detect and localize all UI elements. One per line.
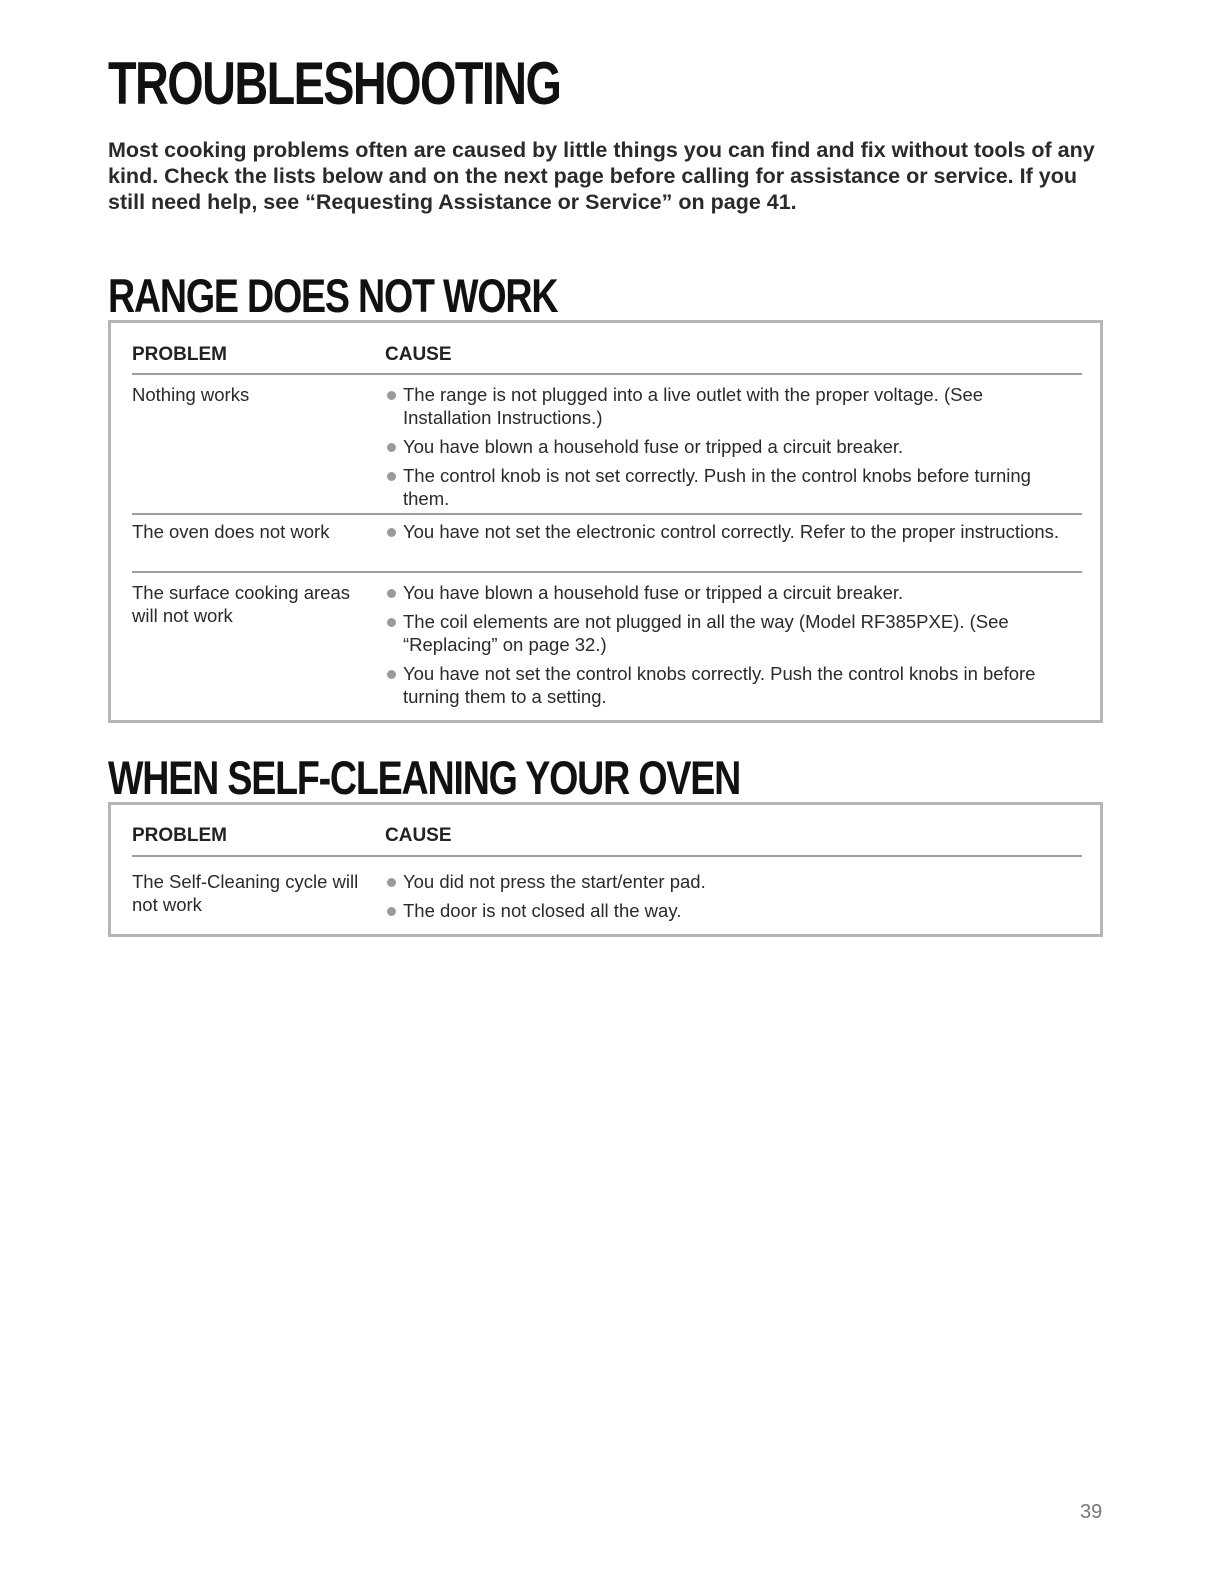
bullet-icon <box>387 907 396 916</box>
troubleshooting-table-self-cleaning <box>108 802 1103 937</box>
problem-cell: The surface cooking areas will not work <box>132 582 351 626</box>
cause-item <box>385 662 1075 708</box>
bullet-icon <box>387 443 396 452</box>
column-header-cause: CAUSE <box>385 344 452 365</box>
cause-item <box>385 464 1075 510</box>
cause-text: The control knob is not set correctly. Push in the control knobs before turning them. <box>403 465 1031 509</box>
problem-cell: The oven does not work <box>132 521 330 542</box>
section-title-range-does-not-work: RANGE DOES NOT WORK <box>108 269 558 322</box>
cause-text: You have blown a household fuse or tripped a circuit breaker. <box>403 582 904 603</box>
troubleshooting-table-range <box>108 320 1103 723</box>
cause-text: You have not set the control knobs correctly. Push the control knobs in before turning them to a setting. <box>403 663 1036 707</box>
row-divider <box>132 571 1082 573</box>
cause-list <box>385 520 1075 549</box>
cause-list <box>385 581 1075 714</box>
column-header-problem: PROBLEM <box>132 344 227 365</box>
page-number: 39 <box>1080 1501 1103 1523</box>
bullet-icon <box>387 589 396 598</box>
page-title: TROUBLESHOOTING <box>108 50 561 117</box>
intro-paragraph: Most cooking problems often are caused by little things you can find and fix without tools of any kind. Check the lists below and on the next page before calling for assistance or service. If you still need help, see “Requesting Assistance or Service” on page 41. <box>108 138 1095 214</box>
bullet-icon <box>387 670 396 679</box>
cause-item <box>385 581 1075 604</box>
cause-list <box>385 383 1075 516</box>
bullet-icon <box>387 878 396 887</box>
cause-item <box>385 610 1075 656</box>
cause-text: You have not set the electronic control correctly. Refer to the proper instructions. <box>403 521 1060 542</box>
bullet-icon <box>387 472 396 481</box>
bullet-icon <box>387 391 396 400</box>
cause-text: The range is not plugged into a live outlet with the proper voltage. (See Installation Instructions.) <box>403 384 984 428</box>
cause-text: The coil elements are not plugged in all the way (Model RF385PXE). (See “Replacing” on page 32.) <box>403 611 1009 655</box>
column-header-problem: PROBLEM <box>132 825 227 846</box>
problem-cell: The Self-Cleaning cycle will not work <box>132 871 359 915</box>
cause-item <box>385 870 1075 893</box>
column-header-cause: CAUSE <box>385 825 452 846</box>
cause-item <box>385 435 1075 458</box>
bullet-icon <box>387 618 396 627</box>
bullet-icon <box>387 528 396 537</box>
problem-cell: Nothing works <box>132 384 250 405</box>
cause-item <box>385 383 1075 429</box>
header-rule <box>132 373 1082 375</box>
cause-text: You did not press the start/enter pad. <box>403 871 706 892</box>
row-divider <box>132 513 1082 515</box>
header-rule <box>132 855 1082 857</box>
cause-item <box>385 520 1075 543</box>
cause-text: You have blown a household fuse or tripped a circuit breaker. <box>403 436 904 457</box>
cause-text: The door is not closed all the way. <box>403 900 682 921</box>
cause-item <box>385 899 1075 922</box>
section-title-self-cleaning: WHEN SELF-CLEANING YOUR OVEN <box>108 751 741 804</box>
cause-list <box>385 870 1075 928</box>
